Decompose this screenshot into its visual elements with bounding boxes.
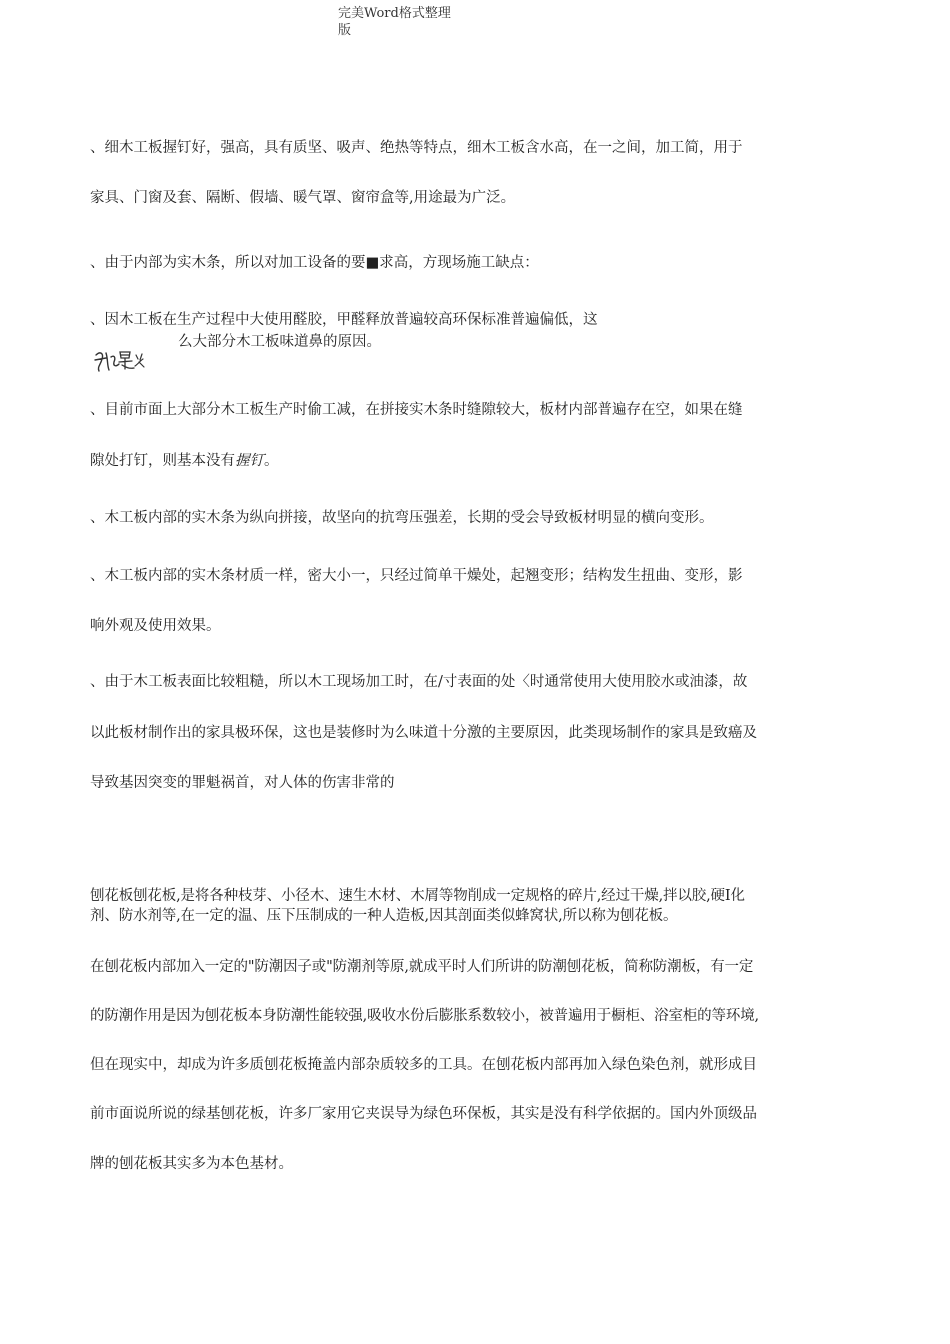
paragraph-7-line-1: 、由于木工板表面比较粗糙，所以木工现场加工时，在/寸表面的处〈时通常使用大使用胶水或油漆，故 [90, 674, 748, 690]
paragraph-9-line-1: 在刨花板内部加入一定的"防潮因子或"防潮剂等原,就成平时人们所讲的防潮刨花板，简称防潮板，有一定 [90, 959, 754, 975]
paragraph-7-line-3: 导致基因突变的罪魁祸首，对人体的伤害非常的 [90, 775, 395, 791]
paragraph-4-line-1: 、目前市面上大部分木工板生产时偷工减，在拼接实木条时缝隙较大，板材内部普遍存在空，如果在缝 [90, 402, 743, 418]
paragraph-8-line-2: 剂、防水剂等,在一定的温、压下压制成的一种人造板,因其剖面类似蜂窝状,所以称为刨花板。 [90, 908, 678, 924]
paragraph-7-line-2: 以此板材制作出的家具极环保，这也是装修时为么味道十分激的主要原因，此类现场制作的家具是致癌及 [90, 725, 757, 741]
paragraph-4-line-2-end: 。 [264, 453, 279, 469]
paragraph-9-line-2: 的防潮作用是因为刨花板本身防潮性能较强,吸收水份后膨胀系数较小，被普遍用于橱柜、浴室柜的等环境, [90, 1008, 760, 1024]
paragraph-1-line-2: 家具、门窗及套、隔断、假墙、暖气罩、窗帘盒等,用途最为广泛。 [90, 190, 516, 206]
header-line-1: 完美Word格式整理 [338, 6, 451, 21]
paragraph-4-line-2-text: 隙处打钉，则基本没有 [90, 453, 235, 469]
header-line-2: 版 [338, 23, 352, 38]
paragraph-9-line-5: 牌的刨花板其实多为本色基材。 [90, 1156, 293, 1172]
paragraph-3-line-1: 、因木工板在生产过程中大使用醛胶，甲醛释放普遍较高环保标准普遍偏低，这 [90, 312, 598, 328]
paragraph-4-italic-term: 握钉 [235, 453, 264, 469]
paragraph-9-line-4: 前市面说所说的绿基刨花板，许多厂家用它夹误导为绿色环保板，其实是没有科学依据的。国内外顶级品 [90, 1106, 757, 1122]
page-header [338, 5, 468, 39]
paragraph-6-line-2: 响外观及使用效果。 [90, 618, 221, 634]
paragraph-6-line-1: 、木工板内部的实木条材质一样，密大小一，只经过简单干燥处，起翘变形；结构发生扭曲、变形，影 [90, 568, 743, 584]
paragraph-9-line-3: 但在现实中，却成为许多质刨花板掩盖内部杂质较多的工具。在刨花板内部再加入绿色染色剂，就形成目 [90, 1057, 757, 1073]
paragraph-8-line-1: 刨花板刨花板,是将各种枝芽、小径木、速生木材、木屑等物削成一定规格的碎片,经过干燥,拌以胶,硬Ⅰ化 [90, 888, 745, 904]
paragraph-2-line-1: 、由于内部为实木条，所以对加工设备的要■求高，方现场施工缺点： [90, 255, 539, 271]
paragraph-3-line-2: 么大部分木工板味道鼻的原因。 [178, 334, 381, 350]
paragraph-1-line-1: 、细木工板握钉好，强高，具有质坚、吸声、绝热等特点，细木工板含水高，在一之间，加工简，用于 [90, 140, 743, 156]
paragraph-5-line-1: 、木工板内部的实木条为纵向拼接，故坚向的抗弯压强差，长期的受会导致板材明显的横向变形。 [90, 510, 714, 526]
handwritten-signature [92, 345, 148, 375]
paragraph-4-line-2 [90, 451, 279, 471]
